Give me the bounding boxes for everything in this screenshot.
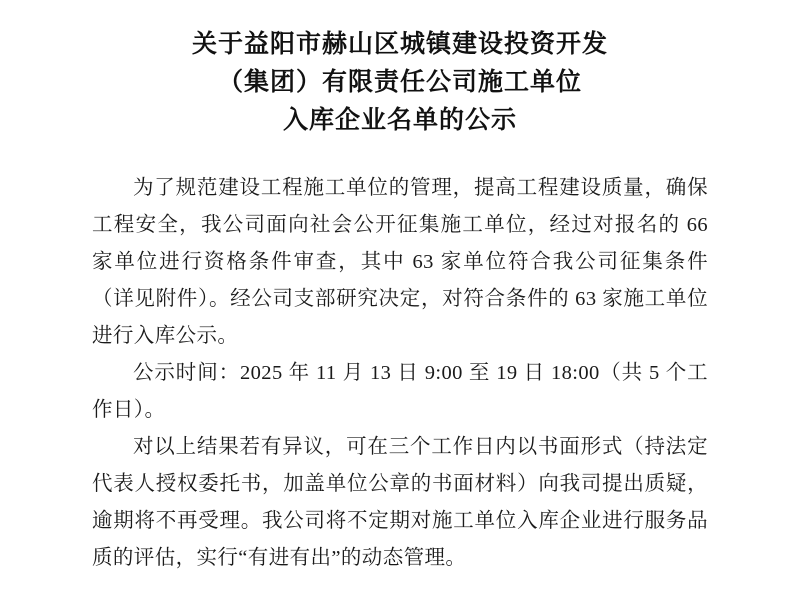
paragraph-2: 公示时间：2025 年 11 月 13 日 9:00 至 19 日 18:00（共 5 个工作日）。 bbox=[92, 362, 708, 421]
page-title bbox=[92, 26, 708, 140]
page-title-line-1: 关于益阳市赫山区城镇建设投资开发 bbox=[191, 31, 608, 58]
page-title-line-3: 入库企业名单的公示 bbox=[282, 107, 517, 134]
document-body bbox=[92, 170, 708, 577]
page-title-line-2: （集团）有限责任公司施工单位 bbox=[217, 69, 582, 96]
paragraph-3: 对以上结果若有异议，可在三个工作日内以书面形式（持法定代表人授权委托书，加盖单位公章的书面材料）向我司提出质疑，逾期将不再受理。我公司将不定期对施工单位入库企业进行服务品质的评估，实行“有进有出”的动态管理。 bbox=[92, 436, 708, 569]
paragraph-1: 为了规范建设工程施工单位的管理，提高工程建设质量，确保工程安全，我公司面向社会公开征集施工单位，经过对报名的 66 家单位进行资格条件审查，其中 63 家单位符合我公司征集条件（详见附件）。经公司支部研究决定，对符合条件的 63 家施工单位进行入库公示。 bbox=[92, 177, 708, 347]
